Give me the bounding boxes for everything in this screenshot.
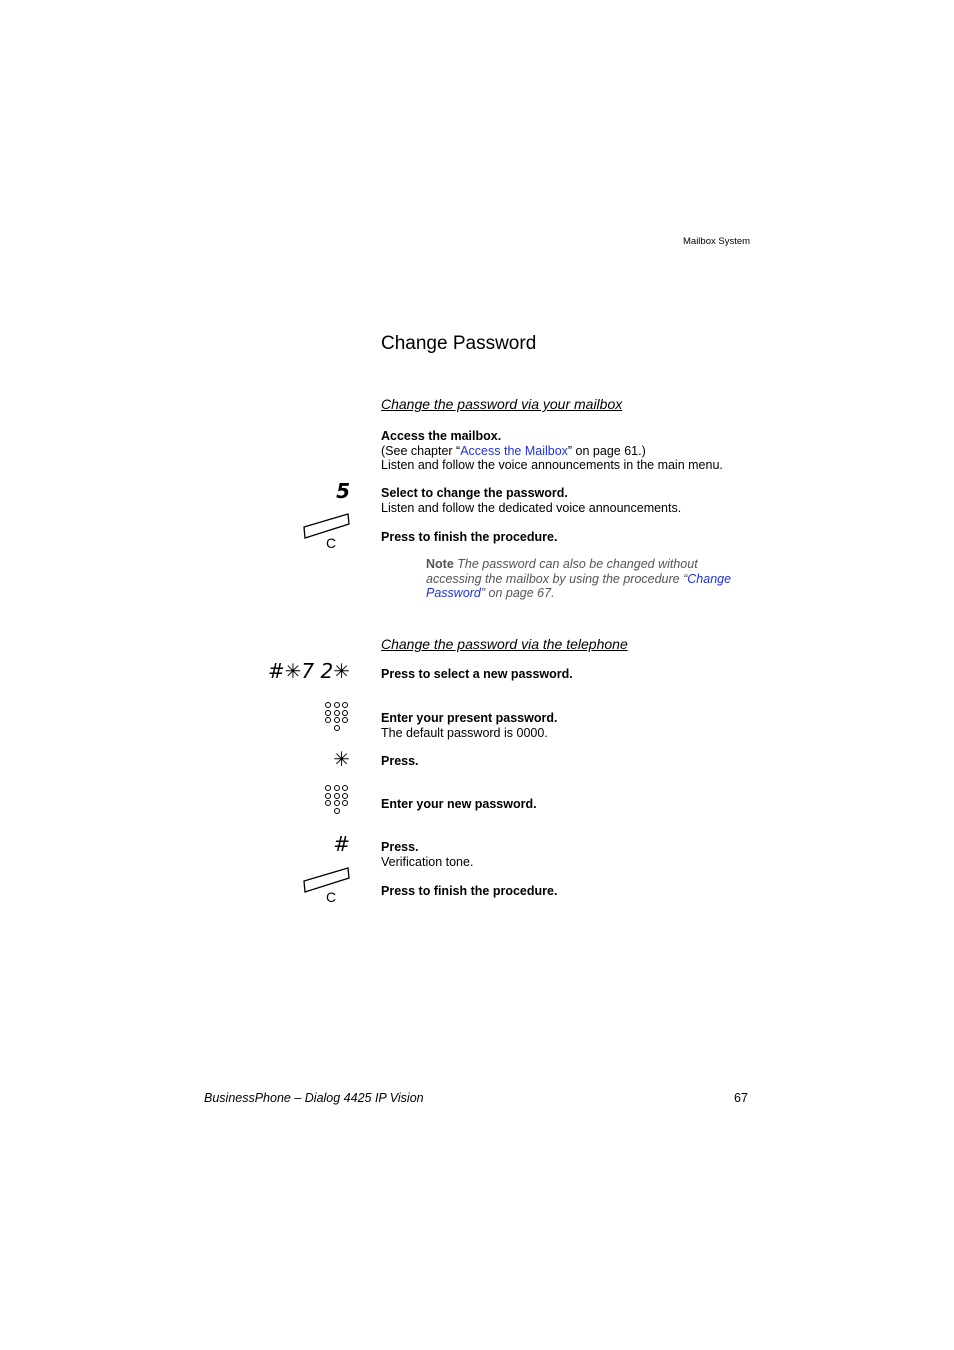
step-press-hash — [381, 840, 473, 869]
step-bold: Press. — [381, 754, 419, 768]
step-select-new — [381, 667, 573, 682]
note-label: Note — [426, 557, 454, 571]
key-5-icon: 5 — [336, 479, 350, 503]
section-heading-telephone: Change the password via the telephone — [381, 636, 628, 652]
step-bold: Press to finish the procedure. — [381, 530, 558, 544]
clear-key-label: C — [326, 535, 337, 551]
step-enter-present — [381, 711, 557, 740]
clear-key-label: C — [326, 889, 337, 905]
step-detail: The default password is 0000. — [381, 725, 548, 740]
step-access-mailbox — [381, 429, 723, 473]
keypad-icon — [325, 785, 349, 814]
note-box — [426, 557, 746, 601]
star-key-icon: ✳ — [333, 747, 350, 771]
note-text: The password can also be changed without accessing the mailbox by using the procedure “ — [426, 557, 698, 586]
change-password-link[interactable]: Change Password — [426, 571, 732, 600]
footer-title: BusinessPhone – Dialog 4425 IP Vision — [204, 1091, 424, 1105]
keypad-icon — [325, 702, 349, 731]
hash-key-icon: # — [333, 832, 350, 856]
page-number: 67 — [734, 1091, 748, 1105]
step-bold: Enter your new password. — [381, 797, 537, 811]
step-enter-new — [381, 797, 537, 812]
access-mailbox-link[interactable]: Access the Mailbox — [460, 443, 568, 458]
step-bold: Press. — [381, 840, 419, 854]
step-press-star — [381, 754, 419, 769]
see-prefix: (See chapter “ — [381, 443, 461, 458]
section-heading-mailbox: Change the password via your mailbox — [381, 396, 623, 412]
page-title: Change Password — [381, 333, 537, 354]
clear-key-icon — [302, 512, 352, 552]
step-bold: Enter your present password. — [381, 711, 558, 725]
step-bold: Access the mailbox. — [381, 429, 502, 443]
step-bold: Press to finish the procedure. — [381, 884, 558, 898]
running-header: Mailbox System — [683, 236, 751, 247]
key-sequence-icon: #✳7 2✳ — [267, 659, 350, 683]
note-suffix: ” on page 67. — [480, 586, 555, 600]
step-bold: Press to select a new password. — [381, 667, 573, 681]
clear-key-icon — [302, 866, 352, 906]
see-suffix: ” on page 61.) — [567, 443, 646, 458]
step-bold: Select to change the password. — [381, 486, 568, 500]
step-select-change — [381, 486, 681, 515]
step-detail: Listen and follow the dedicated voice announcements. — [381, 500, 682, 515]
step-finish — [381, 530, 557, 545]
step-detail: Verification tone. — [381, 854, 474, 869]
step-detail: Listen and follow the voice announcements in the main menu. — [381, 458, 723, 472]
step-finish-2 — [381, 884, 557, 899]
